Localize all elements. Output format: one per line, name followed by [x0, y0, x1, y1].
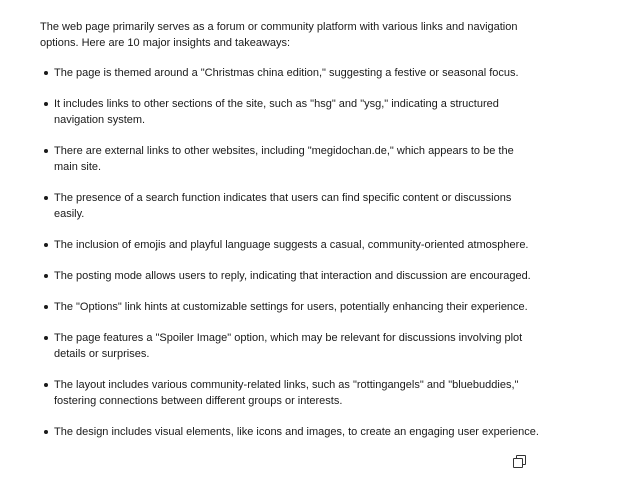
list-item-text: The page is themed around a "Christmas china edition," suggesting a festive or seasonal focus.	[54, 67, 519, 79]
bullet-icon	[44, 196, 48, 200]
bullet-icon	[44, 274, 48, 278]
list-item	[40, 190, 540, 222]
bullet-icon	[44, 430, 48, 434]
list-item-text: The "Options" link hints at customizable settings for users, potentially enhancing their experience.	[54, 301, 528, 313]
list-item-text: The layout includes various community-related links, such as "rottingangels" and "bluebuddies," fostering connections between different groups or interests.	[54, 379, 519, 407]
list-item	[40, 377, 540, 409]
response-content	[40, 19, 540, 455]
bullet-icon	[44, 336, 48, 340]
list-item	[40, 330, 540, 362]
list-item-text: The page features a "Spoiler Image" option, which may be relevant for discussions involving plot details or surprises.	[54, 332, 523, 360]
list-item-text: There are external links to other websites, including "megidochan.de," which appears to be the main site.	[54, 145, 514, 173]
list-item-text: The inclusion of emojis and playful language suggests a casual, community-oriented atmosphere.	[54, 239, 529, 251]
list-item	[40, 268, 540, 284]
bullet-icon	[44, 102, 48, 106]
copy-icon-front	[513, 458, 523, 468]
list-item	[40, 237, 540, 253]
bullet-icon	[44, 243, 48, 247]
list-item	[40, 65, 540, 81]
list-item	[40, 424, 540, 440]
bullet-icon	[44, 305, 48, 309]
bullet-icon	[44, 71, 48, 75]
bullet-icon	[44, 383, 48, 387]
list-item-text: The posting mode allows users to reply, indicating that interaction and discussion are encouraged.	[54, 270, 531, 282]
list-item	[40, 96, 540, 128]
insights-list	[40, 65, 540, 440]
list-item	[40, 299, 540, 315]
list-item	[40, 143, 540, 175]
copy-button[interactable]	[513, 455, 527, 469]
list-item-text: The presence of a search function indicates that users can find specific content or discussions easily.	[54, 192, 512, 220]
list-item-text: It includes links to other sections of the site, such as "hsg" and "ysg," indicating a structured navigation system.	[54, 98, 499, 126]
list-item-text: The design includes visual elements, like icons and images, to create an engaging user experience.	[54, 426, 539, 438]
bullet-icon	[44, 149, 48, 153]
intro-paragraph: The web page primarily serves as a forum or community platform with various links and navigation options. Here are 10 major insights and takeaways:	[40, 21, 518, 49]
